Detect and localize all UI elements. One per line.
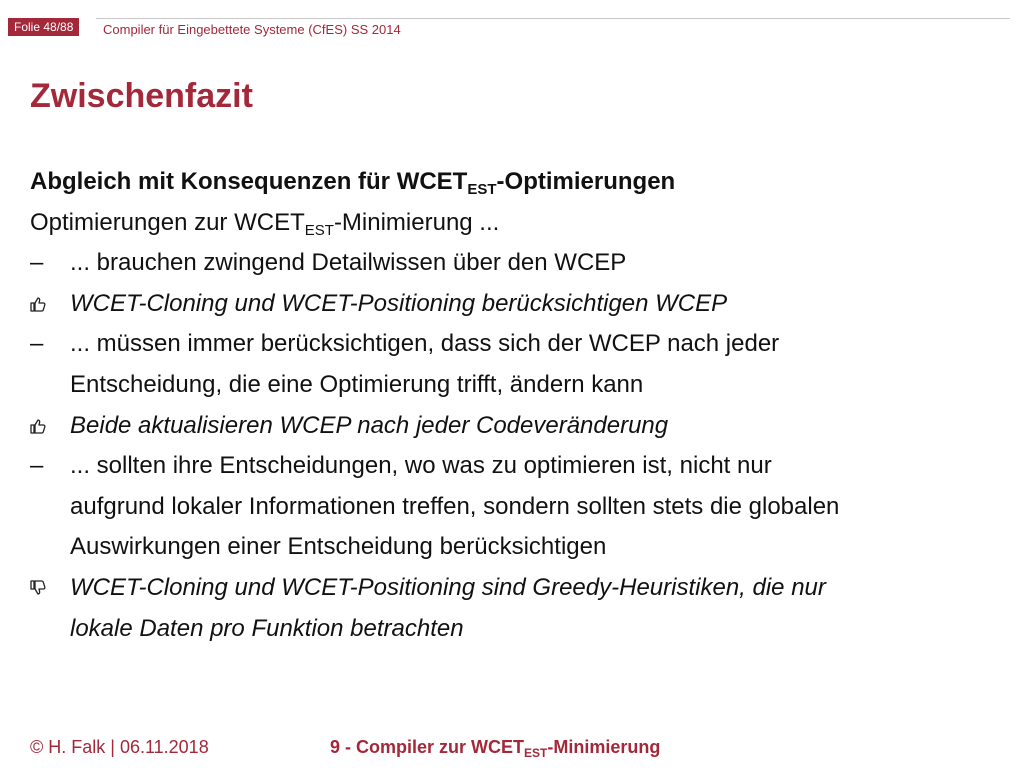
list-item (30, 324, 1000, 365)
dash-bullet: – (30, 452, 44, 480)
slide-content (30, 162, 1000, 649)
footer-chapter (330, 733, 660, 761)
list-item (30, 243, 1000, 284)
slide-header (0, 18, 1024, 40)
list-item-continuation (30, 487, 1000, 528)
slide-title: Zwischenfazit (30, 77, 253, 115)
list-item-continuation (30, 527, 1000, 568)
list-item (30, 446, 1000, 487)
list-item-text: ... sollten ihre Entscheidungen, wo was zu optimieren ist, nicht nur (70, 452, 772, 480)
list-item (30, 284, 1000, 325)
list-item-text: Beide aktualisieren WCEP nach jeder Codeveränderung (70, 411, 669, 439)
dash-bullet: – (30, 330, 44, 358)
intro-text: Optimierungen zur WCET (30, 208, 305, 236)
intro-subscript: EST (304, 221, 334, 239)
subheading-subscript: EST (467, 181, 497, 198)
footer-author: © H. Falk | 06.11.2018 (30, 737, 209, 757)
subheading-suffix: -Optimierungen (496, 168, 676, 195)
list-item-text: aufgrund lokaler Informationen treffen, sondern sollten stets die globalen (70, 492, 840, 520)
dash-bullet: – (30, 249, 44, 277)
list-item (30, 568, 1000, 609)
list-item-continuation (30, 609, 1000, 650)
list-item-text: WCET-Cloning und WCET-Positioning berücksichtigen WCEP (70, 289, 728, 317)
slide-number-badge: Folie 48/88 (8, 18, 79, 36)
list-item-text: Entscheidung, die eine Optimierung trifft, ändern kann (70, 370, 644, 398)
list-item-text: lokale Daten pro Funktion betrachten (70, 614, 464, 642)
intro-suffix: -Minimierung ... (333, 208, 500, 236)
course-title: Compiler für Eingebettete Systeme (CfES) SS 2014 (103, 22, 401, 37)
list-item (30, 406, 1000, 447)
thumbs-up-icon (30, 406, 64, 446)
list-item-text: ... brauchen zwingend Detailwissen über den WCEP (70, 249, 627, 277)
footer-chapter-subscript: EST (524, 746, 548, 760)
thumbs-down-icon (30, 568, 64, 608)
intro-line (30, 203, 1000, 244)
subheading-text: Abgleich mit Konsequenzen für WCET (30, 168, 468, 195)
list-item-text: WCET-Cloning und WCET-Positioning sind Greedy-Heuristiken, die nur (70, 573, 826, 601)
footer-chapter-suffix: -Minimierung (547, 737, 661, 757)
subheading (30, 162, 1000, 203)
footer-chapter-text: 9 - Compiler zur WCET (330, 737, 525, 757)
thumbs-up-icon (30, 284, 64, 324)
list-item-continuation (30, 365, 1000, 406)
slide-footer (0, 733, 1024, 763)
list-item-text: ... müssen immer berücksichtigen, dass sich der WCEP nach jeder (70, 330, 780, 358)
header-rule (96, 18, 1010, 19)
list-item-text: Auswirkungen einer Entscheidung berücksichtigen (70, 533, 607, 561)
